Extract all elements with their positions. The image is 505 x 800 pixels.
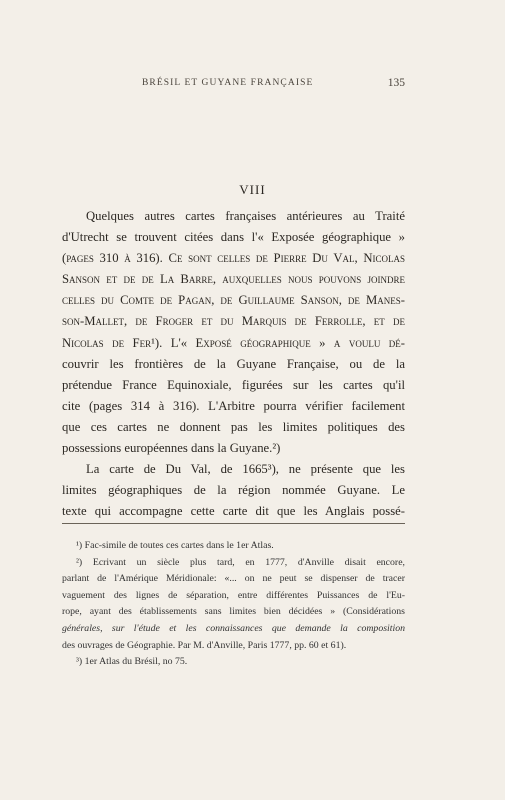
body-line: Quelques autres cartes françaises antérieures au Traité bbox=[86, 209, 405, 223]
body-line: couvrir les frontières de la Guyane Française, ou de la bbox=[62, 356, 405, 371]
page-number: 135 bbox=[387, 77, 405, 89]
body-line: possessions européennes dans la Guyane.²) bbox=[62, 441, 281, 456]
body-line: (pages 310 à 316). Ce sont celles de Pierre Du Val, Nicolas bbox=[62, 251, 405, 266]
body-line: texte qui accompagne cette carte dit que les Anglais possé- bbox=[62, 504, 405, 519]
body-line: cite (pages 314 à 316). L'Arbitre pourra vérifier facilement bbox=[62, 398, 405, 413]
footnote-line: ²) Ecrivant un siècle plus tard, en 1777, d'Anville disait encore, bbox=[76, 556, 405, 568]
footnote-line: vaguement des lignes de séparation, entre différentes Puissances de l'Eu- bbox=[62, 589, 405, 601]
footnote-line: ³) 1er Atlas du Brésil, no 75. bbox=[76, 656, 188, 668]
footnote-line: ¹) Fac-simile de toutes ces cartes dans le 1er Atlas. bbox=[76, 540, 274, 551]
body-line: Nicolas de Fer¹). L'« Exposé géographique » a voulu dé- bbox=[62, 335, 405, 350]
body-line: que ces cartes ne donnent pas les limites politiques des bbox=[62, 419, 405, 434]
footnotes bbox=[62, 538, 405, 671]
section-heading: VIII bbox=[239, 182, 266, 197]
footnote-line: des ouvrages de Géographie. Par M. d'Anville, Paris 1777, pp. 60 et 61). bbox=[62, 639, 347, 651]
body-text bbox=[62, 206, 405, 522]
footnote-line: rope, ayant des établissements sans limites bien décidées » (Considérations bbox=[62, 606, 405, 618]
running-title: BRÉSIL ET GUYANE FRANÇAISE bbox=[142, 78, 314, 88]
body-line: celles du Comte de Pagan, de Guillaume Sanson, de Manes- bbox=[62, 293, 405, 308]
body-line: d'Utrecht se trouvent citées dans l'« Exposée géographique » bbox=[62, 230, 405, 245]
body-line: son-Mallet, de Froger et du Marquis de Ferrolle, et de bbox=[62, 314, 405, 329]
footnote-line: parlant de l'Amérique Méridionale: «... on ne peut se dispenser de tracer bbox=[62, 573, 405, 585]
footnote-divider bbox=[62, 523, 405, 524]
body-line: Sanson et de de La Barre, auxquelles nous pouvons joindre bbox=[62, 272, 405, 287]
footnote-line: générales, sur l'étude et les connaissances que demande la composition bbox=[62, 622, 405, 634]
body-line: La carte de Du Val, de 1665³), ne présente que les bbox=[86, 462, 405, 477]
body-line: prétendue France Equinoxiale, figurées sur les cartes qu'il bbox=[62, 377, 405, 392]
body-line: limites géographiques de la région nommée Guyane. Le bbox=[62, 483, 405, 498]
